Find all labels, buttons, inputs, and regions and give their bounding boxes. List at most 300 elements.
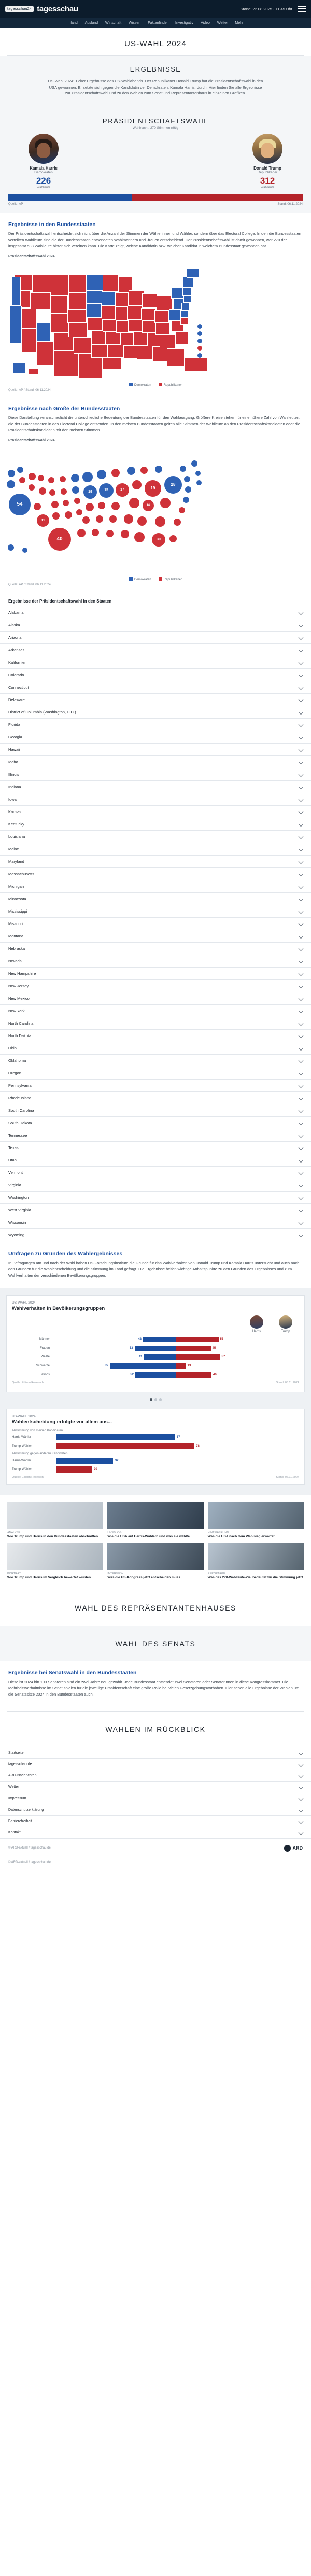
house-section-heading: WAHL DES REPRÄSENTANTENHAUSES bbox=[75, 1603, 236, 1612]
chevron-down-icon[interactable] bbox=[299, 784, 304, 789]
state-row[interactable] bbox=[0, 619, 311, 632]
state-row[interactable] bbox=[0, 831, 311, 843]
footer-link[interactable] bbox=[0, 1793, 311, 1804]
survey2-row-category: Trump-Wähler bbox=[12, 1444, 32, 1448]
survey2-row-category: Harris-Wähler bbox=[12, 1459, 32, 1462]
state-name: North Carolina bbox=[8, 1020, 34, 1026]
survey-cards bbox=[0, 1288, 311, 1495]
state-row[interactable] bbox=[0, 706, 311, 719]
chevron-down-icon[interactable] bbox=[299, 610, 304, 615]
chevron-down-icon[interactable] bbox=[299, 1220, 304, 1225]
chevron-down-icon[interactable] bbox=[299, 734, 304, 739]
survey-row-rep-value: 46 bbox=[213, 1373, 217, 1377]
state-row[interactable] bbox=[0, 719, 311, 731]
state-name: Idaho bbox=[8, 759, 18, 764]
state-name: Indiana bbox=[8, 784, 21, 789]
state-row[interactable] bbox=[0, 644, 311, 656]
footer-link-label: Datenschutzerklärung bbox=[8, 1808, 44, 1812]
nav-item-wirtschaft[interactable]: Wirtschaft bbox=[105, 21, 122, 25]
state-name: Michigan bbox=[8, 884, 24, 889]
logo-text[interactable]: tagesschau bbox=[37, 4, 78, 13]
state-name: Alaska bbox=[8, 622, 20, 627]
chevron-down-icon[interactable] bbox=[299, 1132, 304, 1138]
survey2-row-value: 78 bbox=[196, 1444, 200, 1448]
duel-subtitle: Wahlnacht: 270 Stimmen nötig bbox=[132, 125, 179, 130]
chevron-down-icon[interactable] bbox=[299, 958, 304, 963]
chevron-down-icon[interactable] bbox=[299, 971, 304, 976]
chevron-down-icon[interactable] bbox=[299, 1195, 304, 1200]
logo-tag[interactable]: tagesschau24 bbox=[5, 6, 34, 12]
chevron-down-icon[interactable] bbox=[299, 796, 304, 802]
state-name: Montana bbox=[8, 933, 24, 939]
trump-name: Donald Trump bbox=[253, 165, 281, 171]
chevron-down-icon[interactable] bbox=[299, 722, 304, 727]
chevron-down-icon[interactable] bbox=[299, 684, 304, 690]
teaser-card[interactable] bbox=[7, 1543, 103, 1580]
state-row[interactable] bbox=[0, 1229, 311, 1241]
state-name: Arkansas bbox=[8, 647, 25, 652]
state-row[interactable] bbox=[0, 1092, 311, 1104]
footer-link-label: Kontakt bbox=[8, 1830, 21, 1835]
candidate-trump bbox=[236, 134, 299, 189]
teaser-thumbnail bbox=[107, 1543, 203, 1570]
state-row[interactable] bbox=[0, 607, 311, 619]
survey1-date: Stand: 06.11.2024 bbox=[276, 1381, 299, 1384]
state-row[interactable] bbox=[0, 955, 311, 968]
state-name: Tennessee bbox=[8, 1132, 27, 1138]
chevron-down-icon[interactable] bbox=[299, 697, 304, 702]
chevron-down-icon[interactable] bbox=[299, 983, 304, 988]
teaser-card[interactable] bbox=[107, 1502, 203, 1539]
state-name: Illinois bbox=[8, 772, 19, 777]
cartogram-source: Quelle: AP / Stand: 06.11.2024 bbox=[8, 583, 51, 586]
state-row[interactable] bbox=[0, 843, 311, 856]
state-row[interactable] bbox=[0, 756, 311, 768]
state-row[interactable] bbox=[0, 918, 311, 930]
harris-name: Kamala Harris bbox=[30, 165, 58, 171]
footer-links bbox=[0, 1747, 311, 1839]
us-cartogram-map[interactable]: 54 11 40 19 15 17 19 16 28 30 bbox=[4, 445, 307, 575]
survey-intro-section bbox=[0, 1241, 311, 1283]
state-name: Delaware bbox=[8, 697, 25, 702]
state-name: North Dakota bbox=[8, 1033, 32, 1038]
cart-legend-dem: Demokraten bbox=[129, 577, 151, 581]
teaser-thumbnail bbox=[107, 1502, 203, 1529]
senate-section-heading: WAHL DES SENATS bbox=[0, 1626, 311, 1661]
survey-row-category: Frauen bbox=[39, 1347, 50, 1350]
state-row[interactable] bbox=[0, 1192, 311, 1204]
state-name: Maryland bbox=[8, 859, 24, 864]
duel-title: PRÄSIDENTSCHAFTSWAHL bbox=[102, 117, 209, 125]
footer-link[interactable] bbox=[0, 1804, 311, 1816]
state-row[interactable] bbox=[0, 1067, 311, 1080]
chevron-down-icon[interactable] bbox=[299, 635, 304, 640]
state-row[interactable] bbox=[0, 1167, 311, 1179]
senate-result-heading: Ergebnisse bei Senatswahl in den Bundesstaaten bbox=[8, 1669, 137, 1676]
chevron-down-icon[interactable] bbox=[299, 1120, 304, 1125]
footer-link-label: tagesschau.de bbox=[8, 1762, 32, 1766]
state-row[interactable] bbox=[0, 681, 311, 694]
state-name: District of Columbia (Washington, D.C.) bbox=[8, 709, 76, 715]
survey-row-category: Weiße bbox=[40, 1355, 50, 1359]
harris-party: Demokraten bbox=[34, 170, 53, 174]
results-intro-section bbox=[0, 56, 311, 108]
state-row[interactable] bbox=[0, 656, 311, 669]
nav-item-ausland[interactable]: Ausland bbox=[84, 21, 98, 25]
cartogram-text: Diese Darstellung veranschaulicht die unterschiedliche Bedeutung der Bundesstaaten für den Wahlausgang. Größere Kreise stehen für eine höhere Zahl von Wahlleuten, die der Bundesstaaten in das Electoral College entsenden. In den meisten Bundesstaaten gelten alle Stimmen der Wahlleute an den Präsidentschaftskandidaten oder die Präsidentschaftskandidatin mit den meisten Stimmen. bbox=[8, 415, 301, 432]
chevron-down-icon[interactable] bbox=[299, 1108, 304, 1113]
state-name: Maine bbox=[8, 846, 19, 851]
survey-row-rep-value: 13 bbox=[187, 1364, 191, 1368]
survey-card-demographics bbox=[6, 1295, 305, 1392]
teaser-title: Was das 270-Wahlleute-Ziel bedeutet für die Stimmung jetzt bbox=[207, 1576, 303, 1580]
state-row[interactable] bbox=[0, 1142, 311, 1154]
chevron-down-icon[interactable] bbox=[299, 809, 304, 814]
survey2-kicker: US-WAHL 2024 bbox=[12, 1414, 36, 1418]
map-source: Quelle: AP / Stand: 06.11.2024 bbox=[8, 388, 51, 392]
ard-logo: ARD bbox=[284, 1845, 303, 1852]
footer-link[interactable] bbox=[0, 1747, 311, 1759]
footer-link-label: ARD-Nachrichten bbox=[8, 1773, 37, 1777]
state-row[interactable] bbox=[0, 930, 311, 943]
chevron-down-icon[interactable] bbox=[299, 1145, 304, 1150]
elector-bar bbox=[8, 194, 303, 201]
chevron-down-icon[interactable] bbox=[299, 933, 304, 939]
update-timestamp: Stand: 22.08.2025 · 11:45 Uhr bbox=[240, 6, 292, 11]
survey-row-rep-value: 55 bbox=[220, 1338, 224, 1341]
chevron-down-icon[interactable] bbox=[299, 846, 304, 851]
survey2-row-value: 67 bbox=[176, 1435, 180, 1439]
state-row[interactable] bbox=[0, 856, 311, 868]
state-row[interactable] bbox=[0, 793, 311, 806]
state-row[interactable] bbox=[0, 893, 311, 905]
state-name: Colorado bbox=[8, 672, 24, 677]
state-row[interactable] bbox=[0, 1117, 311, 1129]
candidate-harris bbox=[12, 134, 75, 189]
state-name: Massachusetts bbox=[8, 871, 35, 876]
state-row[interactable] bbox=[0, 1030, 311, 1042]
footer-link[interactable] bbox=[0, 1770, 311, 1782]
state-name: Hawaii bbox=[8, 747, 20, 752]
chevron-down-icon[interactable] bbox=[299, 1033, 304, 1038]
survey-bar-row bbox=[12, 1336, 299, 1343]
teaser-title: Was die US-Kongress jetzt entscheiden muss bbox=[107, 1576, 180, 1580]
teaser-thumbnail bbox=[208, 1543, 304, 1570]
state-name: Wisconsin bbox=[8, 1220, 26, 1225]
avatar-trump bbox=[252, 134, 282, 164]
survey-row-dem-value: 53 bbox=[129, 1347, 133, 1350]
chevron-down-icon[interactable] bbox=[299, 1818, 304, 1824]
state-row[interactable] bbox=[0, 1042, 311, 1055]
nav-item-faktenfinder[interactable]: Faktenfinder bbox=[148, 21, 168, 25]
state-name: Georgia bbox=[8, 734, 22, 739]
chevron-down-icon[interactable] bbox=[299, 1830, 304, 1835]
survey-bar-row bbox=[12, 1354, 299, 1361]
chevron-down-icon[interactable] bbox=[299, 921, 304, 926]
state-row[interactable] bbox=[0, 669, 311, 681]
chevron-down-icon[interactable] bbox=[299, 672, 304, 677]
survey1-cand2-name: Trump bbox=[281, 1329, 290, 1333]
state-name: Wyoming bbox=[8, 1232, 25, 1237]
state-name: Mississippi bbox=[8, 908, 27, 914]
teaser-grid bbox=[0, 1495, 311, 1590]
cartogram-heading: Ergebnisse nach Größe der Bundesstaaten bbox=[8, 405, 120, 412]
teaser-kicker: PORTRÄT bbox=[7, 1572, 21, 1576]
chevron-down-icon[interactable] bbox=[299, 747, 304, 752]
state-row[interactable] bbox=[0, 1104, 311, 1117]
state-row[interactable] bbox=[0, 992, 311, 1005]
state-name: New Mexico bbox=[8, 996, 30, 1001]
teaser-thumbnail bbox=[7, 1543, 103, 1570]
chevron-down-icon[interactable] bbox=[299, 1761, 304, 1767]
state-row[interactable] bbox=[0, 905, 311, 918]
chevron-down-icon[interactable] bbox=[299, 772, 304, 777]
teaser-title: Was die USA nach dem Wahlsieg erwartet bbox=[207, 1534, 275, 1538]
legend-dem: Demokraten bbox=[129, 383, 151, 387]
state-name: Arizona bbox=[8, 635, 22, 640]
survey2-row-value: 20 bbox=[94, 1467, 97, 1471]
state-name: New Hampshire bbox=[8, 971, 36, 976]
teaser-kicker: HINTERGRUND bbox=[207, 1531, 229, 1534]
state-row[interactable] bbox=[0, 1179, 311, 1192]
carousel-dots[interactable] bbox=[6, 1392, 305, 1403]
state-name: Missouri bbox=[8, 921, 23, 926]
teaser-kicker: REPORTAGE bbox=[207, 1572, 225, 1576]
top-header-bar bbox=[0, 0, 311, 18]
state-name: Ohio bbox=[8, 1045, 17, 1051]
state-name: Nebraska bbox=[8, 946, 25, 951]
harris-electors: 226 bbox=[36, 175, 51, 186]
survey2-row-category: Harris-Wähler bbox=[12, 1435, 32, 1439]
state-row[interactable] bbox=[0, 768, 311, 781]
nav-item-inland[interactable]: Inland bbox=[67, 21, 78, 25]
teaser-card[interactable] bbox=[107, 1543, 203, 1580]
chevron-down-icon[interactable] bbox=[299, 1773, 304, 1778]
state-name: Alabama bbox=[8, 610, 24, 615]
survey-row-category: Latinos bbox=[39, 1373, 50, 1377]
map-heading: Ergebnisse in den Bundesstaaten bbox=[8, 221, 96, 228]
survey2-bar-row bbox=[12, 1434, 299, 1440]
duel-date: Stand: 06.11.2024 bbox=[277, 202, 303, 206]
state-list bbox=[0, 607, 311, 1241]
chevron-down-icon[interactable] bbox=[299, 896, 304, 901]
main-nav bbox=[0, 18, 311, 28]
survey-row-dem-value: 41 bbox=[138, 1355, 143, 1359]
survey-card-motivation bbox=[6, 1409, 305, 1485]
state-row[interactable] bbox=[0, 1017, 311, 1030]
footer-link-label: Impressum bbox=[8, 1796, 26, 1800]
legend-rep: Republikaner bbox=[159, 383, 182, 387]
footer-link[interactable] bbox=[0, 1759, 311, 1770]
chevron-down-icon[interactable] bbox=[299, 1807, 304, 1812]
state-row[interactable] bbox=[0, 818, 311, 831]
chevron-down-icon[interactable] bbox=[299, 859, 304, 864]
state-name: West Virginia bbox=[8, 1207, 31, 1212]
survey-text: In Befragungen am und nach der Wahl haben US-Forschungsinstitute die Gründe für das Wahlverhalten von Donald Trump und Kamala Harris untersucht und auch nach den Gründen für die Wahlentscheidung und die Stimmung im Land gefragt. Die Ergebnisse helfen wichtige Anhaltspunkte zu den Gründen des Ergebnisses und zum Wahlverhalten der verschiedenen Bevölkerungsgruppen. bbox=[8, 1260, 300, 1278]
chevron-down-icon[interactable] bbox=[299, 647, 304, 652]
survey-row-category: Schwarze bbox=[36, 1364, 50, 1368]
survey1-harris-figure bbox=[246, 1315, 267, 1333]
state-name: Louisiana bbox=[8, 834, 25, 839]
results-heading: ERGEBNISSE bbox=[130, 65, 181, 73]
survey2-sublabel-1: Abstimmung von meinen Kandidaten bbox=[12, 1429, 63, 1432]
chevron-down-icon[interactable] bbox=[299, 884, 304, 889]
duel-source: Quelle: AP bbox=[8, 202, 23, 206]
state-name: Minnesota bbox=[8, 896, 26, 901]
state-name: Texas bbox=[8, 1145, 19, 1150]
survey1-source: Quelle: Edison Research bbox=[12, 1381, 44, 1384]
nav-item-wissen[interactable]: Wissen bbox=[129, 21, 141, 25]
state-row[interactable] bbox=[0, 1055, 311, 1067]
chevron-down-icon[interactable] bbox=[299, 834, 304, 839]
survey1-kicker: US-WAHL 2024 bbox=[12, 1300, 36, 1305]
teaser-card[interactable] bbox=[7, 1502, 103, 1539]
state-name: Connecticut bbox=[8, 684, 29, 690]
state-row[interactable] bbox=[0, 868, 311, 880]
nav-item-investigativ[interactable]: Investigativ bbox=[175, 21, 194, 25]
survey-heading: Umfragen zu Gründen des Wahlergebnisses bbox=[8, 1250, 123, 1257]
teaser-thumbnail bbox=[7, 1502, 103, 1529]
chevron-down-icon[interactable] bbox=[299, 996, 304, 1001]
chevron-down-icon[interactable] bbox=[299, 660, 304, 665]
avatar-harris bbox=[29, 134, 59, 164]
state-row[interactable] bbox=[0, 781, 311, 793]
state-row[interactable] bbox=[0, 731, 311, 744]
state-name: South Carolina bbox=[8, 1108, 34, 1113]
state-list-title: Ergebnisse der Präsidentschaftswahl in den Staaten bbox=[8, 598, 112, 604]
survey-row-dem-value: 85 bbox=[104, 1364, 108, 1368]
map-section bbox=[0, 213, 311, 254]
teaser-kicker: INTERVIEW bbox=[107, 1572, 123, 1576]
chevron-down-icon[interactable] bbox=[299, 946, 304, 951]
teaser-thumbnail bbox=[208, 1502, 304, 1529]
teaser-card[interactable] bbox=[208, 1502, 304, 1539]
footer-meta: © ARD-aktuell / tagesschau.de bbox=[8, 1846, 51, 1850]
chevron-down-icon[interactable] bbox=[299, 1083, 304, 1088]
chevron-down-icon[interactable] bbox=[299, 1182, 304, 1187]
map-subcaption: Präsidentschaftswahl 2024 bbox=[8, 254, 55, 258]
state-row[interactable] bbox=[0, 1216, 311, 1229]
nav-item-video[interactable]: Video bbox=[201, 21, 210, 25]
nav-item-wetter[interactable]: Wetter bbox=[217, 21, 228, 25]
state-row[interactable] bbox=[0, 806, 311, 818]
results-lede: US-Wahl 2024: Ticker Ergebnisse des US-Wahlabends. Der Republikaner Donald Trump hat die Präsidentschaftswahl in den USA gewonnen. Er setzte sich gegen die Kandidatin der Demokraten, Kamala Harris, durch. Hier finden Sie alle Ergebnisse zur Präsidentschaftswahl und zu den Wahlen zum Senat und Repräsentantenhaus in einzelnen Grafiken. bbox=[48, 79, 263, 96]
state-row[interactable] bbox=[0, 1204, 311, 1216]
survey1-cand1-name: Harris bbox=[252, 1329, 261, 1333]
state-row[interactable] bbox=[0, 1005, 311, 1017]
state-name: South Dakota bbox=[8, 1120, 32, 1125]
survey2-bar-row bbox=[12, 1458, 299, 1464]
state-row[interactable] bbox=[0, 744, 311, 756]
state-name: Virginia bbox=[8, 1182, 21, 1187]
state-name: Oregon bbox=[8, 1070, 22, 1075]
chevron-down-icon[interactable] bbox=[299, 1008, 304, 1013]
state-name: New York bbox=[8, 1008, 25, 1013]
state-row[interactable] bbox=[0, 694, 311, 706]
cartogram-legend bbox=[0, 575, 311, 581]
senate-result-section bbox=[0, 1661, 311, 1702]
state-row[interactable] bbox=[0, 1080, 311, 1092]
survey-row-dem-value: 42 bbox=[138, 1338, 142, 1341]
state-name: Washington bbox=[8, 1195, 29, 1200]
chevron-down-icon[interactable] bbox=[299, 1784, 304, 1789]
survey2-sublabel-2: Abstimmung gegen anderen Kandidaten bbox=[12, 1452, 68, 1455]
state-row[interactable] bbox=[0, 880, 311, 893]
page-title: US-WAHL 2024 bbox=[124, 39, 187, 48]
chevron-down-icon[interactable] bbox=[299, 1796, 304, 1801]
footer-link-label: Wetter bbox=[8, 1785, 19, 1789]
burger-menu-icon[interactable] bbox=[298, 6, 306, 12]
teaser-title: Wie Trump und Harris im Vergleich bewertet wurden bbox=[7, 1576, 91, 1580]
chevron-down-icon[interactable] bbox=[299, 1232, 304, 1237]
footer-link[interactable] bbox=[0, 1782, 311, 1793]
survey2-title: Wahlentscheidung erfolgte vor allem aus... bbox=[12, 1419, 112, 1425]
state-name: Oklahoma bbox=[8, 1058, 26, 1063]
state-name: Utah bbox=[8, 1157, 17, 1163]
state-row[interactable] bbox=[0, 980, 311, 992]
chevron-down-icon[interactable] bbox=[299, 821, 304, 827]
footer-link-label: Barrierefreiheit bbox=[8, 1819, 32, 1823]
chevron-down-icon[interactable] bbox=[299, 1750, 304, 1755]
survey-bar-row bbox=[12, 1363, 299, 1369]
survey1-title: Wahlverhalten in Bevölkerungsgruppen bbox=[12, 1305, 105, 1311]
survey2-source: Quelle: Edison Research bbox=[12, 1475, 44, 1479]
trump-party: Republikaner bbox=[257, 170, 278, 174]
harris-electors-label: Wahlleute bbox=[36, 186, 51, 189]
teaser-card[interactable] bbox=[208, 1543, 304, 1580]
survey2-date: Stand: 06.11.2024 bbox=[276, 1475, 299, 1479]
presidential-duel-section bbox=[0, 108, 311, 213]
trump-electors-label: Wahlleute bbox=[260, 186, 275, 189]
footer-link[interactable] bbox=[0, 1827, 311, 1839]
chevron-down-icon[interactable] bbox=[299, 709, 304, 715]
chevron-down-icon[interactable] bbox=[299, 1045, 304, 1051]
footer-link[interactable] bbox=[0, 1816, 311, 1827]
chevron-down-icon[interactable] bbox=[299, 1070, 304, 1075]
state-row[interactable] bbox=[0, 1154, 311, 1167]
state-row[interactable] bbox=[0, 1129, 311, 1142]
state-row[interactable] bbox=[0, 968, 311, 980]
chevron-down-icon[interactable] bbox=[299, 1207, 304, 1212]
survey2-row-value: 32 bbox=[115, 1459, 119, 1462]
state-name: Kansas bbox=[8, 809, 22, 814]
chevron-down-icon[interactable] bbox=[299, 622, 304, 627]
us-electoral-map[interactable] bbox=[4, 261, 307, 381]
state-name: Pennsylvania bbox=[8, 1083, 32, 1088]
state-row[interactable] bbox=[0, 943, 311, 955]
chevron-down-icon[interactable] bbox=[299, 1170, 304, 1175]
chevron-down-icon[interactable] bbox=[299, 1157, 304, 1163]
survey2-bar-row bbox=[12, 1443, 299, 1449]
cartogram-subcaption: Präsidentschaftswahl 2024 bbox=[8, 438, 55, 442]
teaser-title: Wie die USA auf Harris-Wählern und was sie wählte bbox=[107, 1534, 190, 1538]
chevron-down-icon[interactable] bbox=[299, 759, 304, 764]
survey-row-dem-value: 52 bbox=[130, 1373, 134, 1377]
teaser-kicker: ANALYSE bbox=[7, 1531, 20, 1534]
state-name: New Jersey bbox=[8, 983, 29, 988]
senate-result-text: Diese ist 2024 hin 100 Senatoren sind ein zwei Jahre neu gewählt. Jede Bundesstaat entsendet zwei Senatoren oder Senatorinnen in diese Kongresskammer. Die Mehrheitsverhältnisse im Senat spielen für die jeweilige Präsidentschaft eine große Rolle bei vielen Gesetzgebungsvorhaben. Hier sehen alle Ergebnisse der Wahlen um die Senatssitze 2024 in den Bundesstaaten auch. bbox=[8, 1679, 300, 1697]
survey2-bar-row bbox=[12, 1466, 299, 1473]
chevron-down-icon[interactable] bbox=[299, 1020, 304, 1026]
state-row[interactable] bbox=[0, 632, 311, 644]
chevron-down-icon[interactable] bbox=[299, 908, 304, 914]
chevron-down-icon[interactable] bbox=[299, 1095, 304, 1100]
chevron-down-icon[interactable] bbox=[299, 871, 304, 876]
state-name: Nevada bbox=[8, 958, 22, 963]
nav-item-mehr[interactable]: Mehr bbox=[235, 21, 244, 25]
chevron-down-icon[interactable] bbox=[299, 1058, 304, 1063]
teaser-title: Wie Trump und Harris in den Bundesstaaten abschnitten bbox=[7, 1534, 98, 1538]
